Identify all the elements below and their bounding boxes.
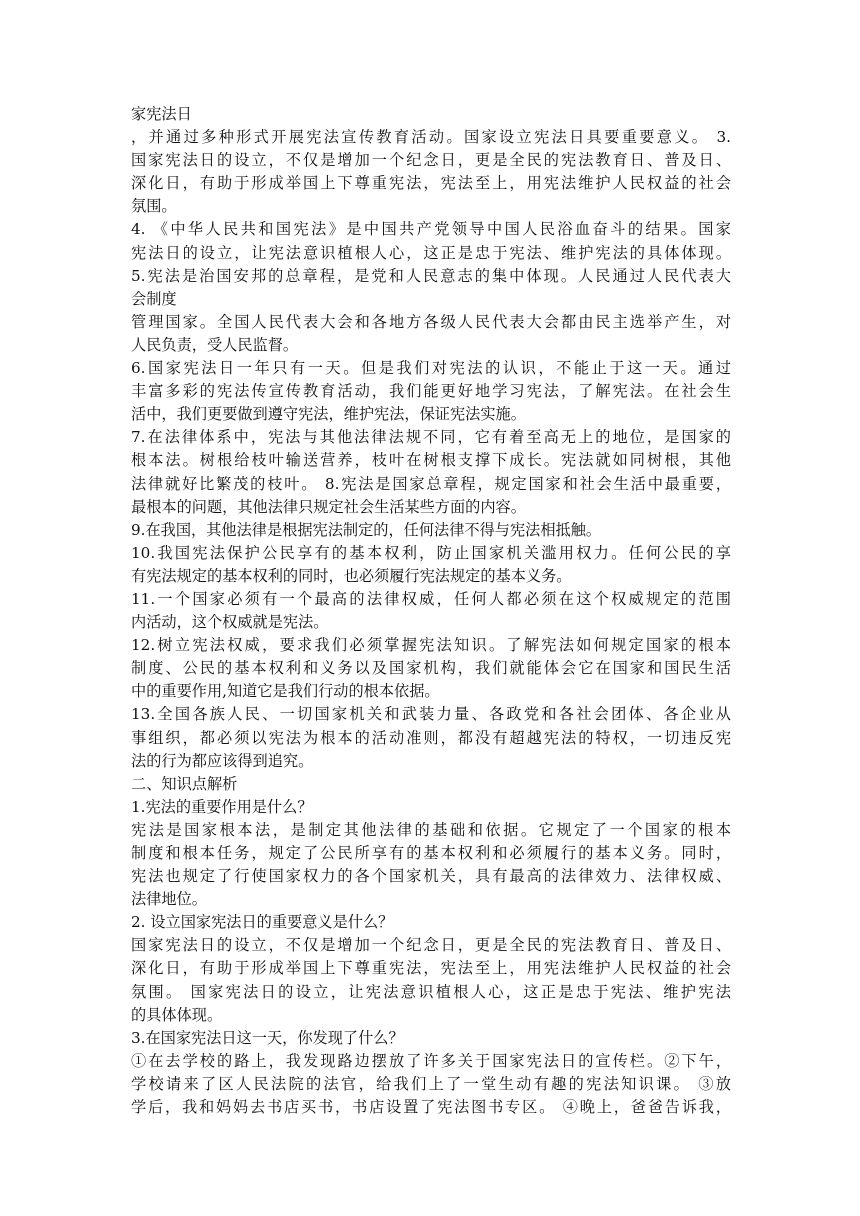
text-line: 深化日，有助于形成举国上下尊重宪法，宪法至上，用宪法维护人民权益的社会 — [131, 959, 731, 978]
text-line: 法的行为都应该得到追究。 — [131, 751, 314, 770]
text-line: 10.我国宪法保护公民享有的基本权利，防止国家机关滥用权力。任何公民的享 — [131, 543, 731, 562]
text-line: 活中，我们更要做到遵守宪法，维护宪法，保证宪法实施。 — [131, 405, 526, 424]
text-line: 法律就好比繁茂的枝叶。 8.宪法是国家总章程，规定国家和社会生活中最重要， — [131, 474, 731, 493]
text-line: 宪法日的设立，让宪法意识植根人心，这正是忠于宪法、维护宪法的具体体现。 — [131, 243, 731, 262]
text-line: 国家宪法日的设立，不仅是增加一个纪念日，更是全民的宪法教育日、普及日、 — [131, 151, 731, 170]
text-line: 7.在法律体系中，宪法与其他法律法规不同，它有着至高无上的地位，是国家的 — [131, 428, 731, 447]
text-line: 根本法。树根给枝叶输送营养，枝叶在树根支撑下成长。宪法就如同树根，其他 — [131, 451, 731, 470]
text-line: 5.宪法是治国安邦的总章程，是党和人民意志的集中体现。人民通过人民代表大 — [131, 266, 731, 285]
text-line: 会制度 — [131, 289, 177, 308]
text-line: 中的重要作用,知道它是我们行动的根本依据。 — [131, 682, 440, 701]
text-line: 丰富多彩的宪法传宣传教育活动，我们能更好地学习宪法，了解宪法。在社会生 — [131, 382, 731, 401]
text-line: 4. 《中华人民共和国宪法》是中国共产党领导中国人民浴血奋斗的结果。国家 — [131, 220, 731, 239]
text-line: 6.国家宪法日一年只有一天。但是我们对宪法的认识，不能止于这一天。通过 — [131, 359, 731, 378]
text-line: 2. 设立国家宪法日的重要意义是什么？ — [131, 913, 394, 932]
text-line: ①在去学校的路上，我发现路边摆放了许多关于国家宪法日的宣传栏。②下午， — [131, 1051, 731, 1070]
text-line: 人民负责，受人民监督。 — [131, 335, 299, 354]
text-line: 最根本的问题，其他法律只规定社会生活某些方面的内容。 — [131, 497, 526, 516]
text-line: 深化日，有助于形成举国上下尊重宪法，宪法至上，用宪法维护人民权益的社会 — [131, 174, 731, 193]
text-line: 学后，我和妈妈去书店买书，书店设置了宪法图书专区。 ④晚上，爸爸告诉我， — [131, 1098, 731, 1117]
text-line: 9.在我国，其他法律是根据宪法制定的，任何法律不得与宪法相抵触。 — [131, 520, 602, 539]
text-line: 国家宪法日的设立，不仅是增加一个纪念日，更是全民的宪法教育日、普及日、 — [131, 936, 731, 955]
text-line: 管理国家。全国人民代表大会和各地方各级人民代表大会都由民主选举产生，对 — [131, 312, 731, 331]
text-line: 11.一个国家必须有一个最高的法律权威，任何人都必须在这个权威规定的范围 — [131, 589, 731, 608]
text-line: 制度和根本任务，规定了公民所享有的基本权利和必须履行的基本义务。同时， — [131, 844, 731, 862]
text-line: 家宪法日 — [131, 105, 192, 123]
text-line: 12.树立宪法权威，要求我们必须掌握宪法知识。了解宪法如何规定国家的根本 — [131, 636, 731, 655]
document-page — [131, 103, 731, 1119]
text-line: 3.在国家宪法日这一天，你发现了什么？ — [131, 1028, 404, 1047]
text-line: 内活动，这个权威就是宪法。 — [131, 613, 329, 632]
text-line: 有宪法规定的基本权利的同时，也必须履行宪法规定的基本义务。 — [131, 566, 572, 585]
text-line: 13.全国各族人民、一切国家机关和武装力量、各政党和各社会团体、各企业从 — [131, 705, 731, 724]
text-line: 事组织，都必须以宪法为根本的活动准则，都没有超越宪法的特权，一切违反宪 — [131, 728, 731, 747]
text-line: 氛围。 — [131, 197, 177, 216]
text-line: 宪法是国家根本法，是制定其他法律的基础和依据。它规定了一个国家的根本 — [131, 820, 731, 839]
text-line: 宪法也规定了行使国家权力的各个国家机关，具有最高的法律效力、法律权威、 — [131, 867, 731, 886]
text-line: 氛围。 国家宪法日的设立，让宪法意识植根人心，这正是忠于宪法、维护宪法 — [131, 982, 731, 1001]
text-line: 法律地位。 — [131, 890, 207, 909]
text-line: 二、知识点解析 — [131, 774, 238, 793]
text-line: 制度、公民的基本权利和义务以及国家机构，我们就能体会它在国家和国民生活 — [131, 659, 731, 678]
text-line: 的具体体现。 — [131, 1005, 223, 1024]
text-line: 学校请来了区人民法院的法官，给我们上了一堂生动有趣的宪法知识课。 ③放 — [131, 1074, 731, 1093]
text-line: 1.宪法的重要作用是什么？ — [131, 797, 313, 816]
text-line: ，并通过多种形式开展宪法宣传教育活动。国家设立宪法日具要重要意义。 3. — [131, 128, 731, 147]
